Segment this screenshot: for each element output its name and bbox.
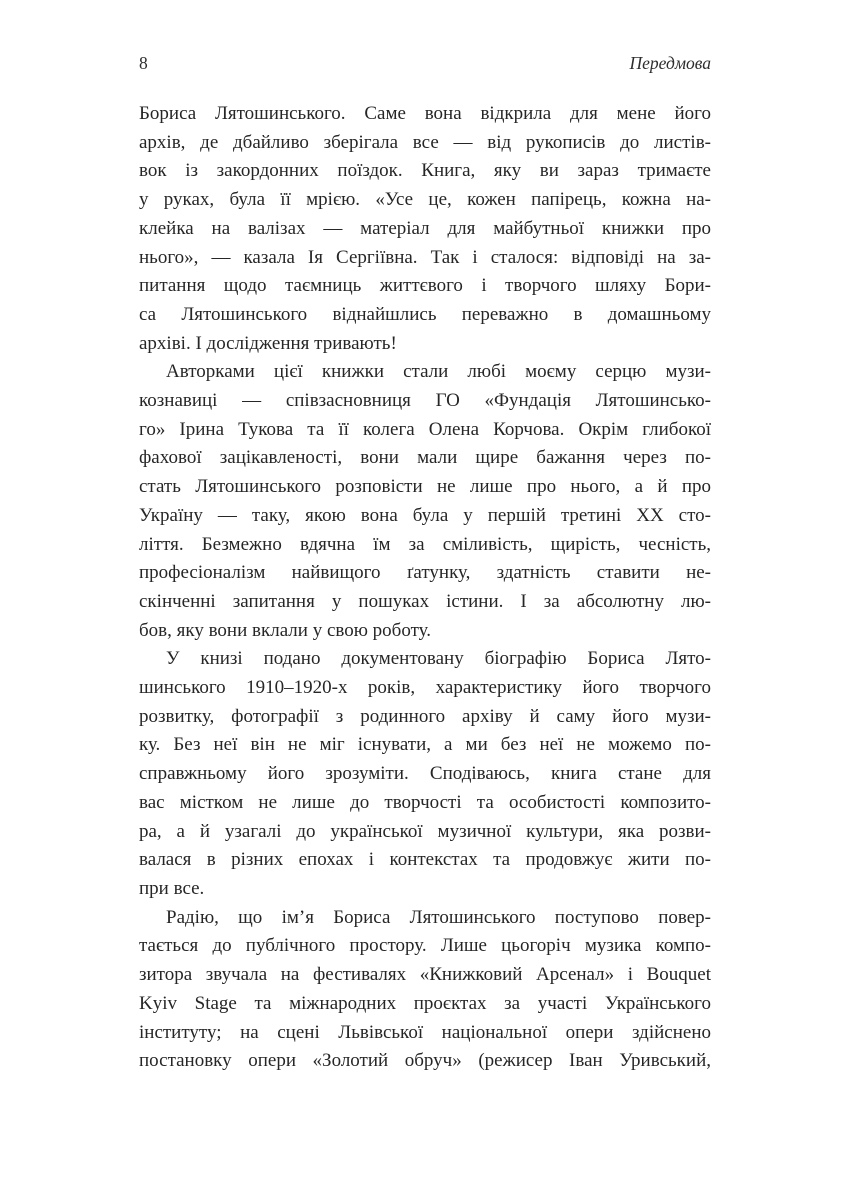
text-line: питання щодо таємниць життєвого і творчого шляху Бори- [139,275,711,297]
text-line: Kyiv Stage та міжнародних проєктах за участі Українського [139,992,711,1014]
text-line: при все. [139,877,205,899]
text-line: ра, а й узагалі до української музичної культури, яка розви- [139,820,711,842]
text-line: постановку опери «Золотий обруч» (режисер Іван Уривський, [139,1050,711,1072]
text-line: інституту; на сцені Львівської національної опери здійснено [139,1021,711,1043]
paragraph [139,358,711,645]
page-number: 8 [139,53,148,73]
text-line: архів, де дбайливо зберігала все — від рукописів до листів- [139,131,711,153]
text-line: Бориса Лятошинського. Саме вона відкрила для мене його [139,103,711,124]
text-line: клейка на валізах — матеріал для майбутньої книжки про [139,217,711,239]
text-line: кознавиці — співзасновниця ГО «Фундація Лятошинсько- [139,390,711,412]
text-line: бов, яку вони вклали у свою роботу. [139,619,431,641]
text-line: У книзі подано документовану біографію Бориса Лято- [166,648,711,670]
text-line: тається до публічного простору. Лише цьогоріч музика компо- [139,935,711,957]
paragraph [139,645,711,903]
text-line: справжньому його зрозуміти. Сподіваюсь, книга стане для [139,763,711,785]
page-header [139,52,711,74]
text-line: вас містком не лише до творчості та особистості композито- [139,791,711,813]
text-line: у руках, була її мрією. «Усе це, кожен папірець, кожна на- [139,189,711,211]
text-line: Радію, що ім’я Бориса Лятошинського поступово повер- [166,906,711,928]
text-line: стать Лятошинського розповісти не лише про нього, а й про [139,476,711,498]
text-block [139,52,711,1076]
text-line: ліття. Безмежно вдячна їм за сміливість, щирість, чесність, [139,533,711,555]
text-line: скінченні запитання у пошуках істини. І за абсолютну лю- [139,590,711,612]
text-line: Україну — таку, якою вона була у першій третині ХХ сто- [139,504,711,526]
text-line: шинського 1910–1920-х років, характеристику його творчого [139,677,711,699]
text-line: валася в різних епохах і контекстах та продовжує жити по- [139,849,711,871]
text-line: нього», — казала Ія Сергіївна. Так і сталося: відповіді на за- [139,246,711,268]
text-line: фахової зацікавленості, вони мали щире бажання через по- [139,447,711,469]
text-line: зитора звучала на фестивалях «Книжковий Арсенал» і Bouquet [139,964,711,986]
text-line: Авторками цієї книжки стали любі моєму серцю музи- [166,361,711,383]
text-line: архіві. І дослідження тривають! [139,332,397,354]
text-line: са Лятошинського віднайшлись переважно в домашньому [139,303,711,325]
running-head: Передмова [629,53,711,73]
body-text [139,100,711,1076]
paragraph [139,904,711,1076]
paragraph [139,100,711,358]
text-line: го» Ірина Тукова та її колега Олена Корчова. Окрім глибокої [139,418,711,440]
text-line: вок із закордонних поїздок. Книга, яку ви зараз тримаєте [139,160,711,182]
text-line: ку. Без неї він не міг існувати, а ми без неї не можемо по- [139,734,711,756]
text-line: розвитку, фотографії з родинного архіву й саму його музи- [139,705,711,727]
text-line: професіоналізм найвищого ґатунку, здатність ставити не- [139,562,711,584]
